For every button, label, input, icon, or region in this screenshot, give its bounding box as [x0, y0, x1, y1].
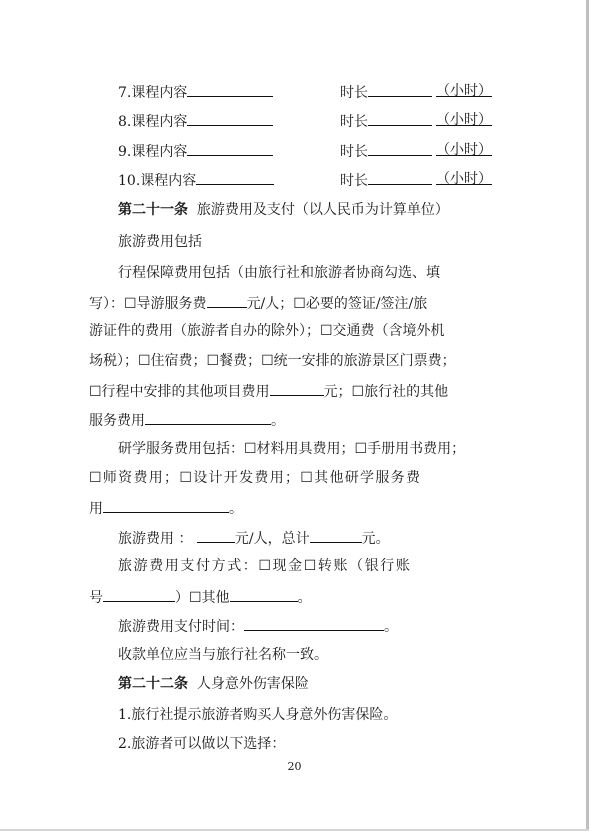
- p2-line-2: ☐师资费用；☐设计开发费用；☐其他研学服务费: [89, 470, 422, 486]
- course-blank[interactable]: [187, 81, 273, 97]
- course-label: 9.课程内容: [118, 144, 188, 160]
- service-fee-blank[interactable]: [145, 409, 271, 425]
- unit-label: （小时）: [436, 171, 492, 187]
- article-21-title: 第二十一条: [118, 202, 188, 218]
- account-number-blank[interactable]: [103, 586, 175, 602]
- other-method-blank[interactable]: [230, 586, 298, 602]
- p1-line-3: 游证件的费用（旅游者自办的除外）；☐交通费（含境外机: [89, 323, 445, 339]
- course-blank[interactable]: [187, 140, 273, 156]
- payee-note: 收款单位应当与旅行社名称一致。: [118, 647, 328, 663]
- p1-line-2: [89, 292, 427, 314]
- duration-blank[interactable]: [368, 81, 432, 97]
- pay-time-blank[interactable]: [244, 615, 384, 631]
- duration-blank[interactable]: [368, 169, 432, 185]
- article-21-heading: [118, 200, 449, 220]
- course-blank[interactable]: [187, 110, 273, 126]
- duration-label: 时长: [340, 114, 368, 130]
- p1-service-fee: 服务费用: [89, 413, 145, 429]
- p2-line-3: 用 。: [89, 497, 243, 519]
- unit-label: （小时）: [436, 112, 492, 128]
- p2-line-1: 研学服务费用包括：☐材料用具费用；☐手册用书费用；: [118, 441, 466, 457]
- p1-agency-other: 元；☐旅行社的其他: [323, 384, 449, 400]
- course-label: 8.课程内容: [118, 114, 188, 130]
- duration-blank[interactable]: [368, 110, 432, 126]
- p1-line-4: 场税）；☐住宿费；☐餐费；☐统一安排的旅游景区门票费；: [89, 353, 456, 369]
- p1-line-5: [89, 380, 448, 402]
- course-label: 10.课程内容: [118, 173, 197, 189]
- article-22-title: 第二十二条: [118, 676, 188, 692]
- p1-line-1: 行程保障费用包括（由旅行社和旅游者协商勾选、填: [118, 265, 440, 281]
- pay-time-line: 旅游费用支付时间： 。: [118, 615, 398, 637]
- fee-line: 旅游费用 ： 元/人，总计 元。: [118, 527, 390, 549]
- guide-fee-blank[interactable]: [207, 292, 247, 308]
- course-blank[interactable]: [196, 169, 274, 185]
- pay-method-line-1: 旅游费用支付方式：☐现金☐转账（银行账: [118, 558, 412, 574]
- fee-total-blank[interactable]: [310, 527, 362, 543]
- p1-guide-fee: 写）：☐导游服务费: [89, 296, 207, 312]
- course-label: 7.课程内容: [118, 85, 188, 101]
- article-22-heading: [118, 674, 309, 694]
- unit-label: （小时）: [436, 83, 492, 99]
- article-22-item-2: 2.旅游者可以做以下选择：: [118, 736, 286, 752]
- article-22-item-1: 1.旅行社提示旅游者购买人身意外伤害保险。: [118, 707, 398, 723]
- other-items-blank[interactable]: [270, 380, 324, 396]
- duration-blank[interactable]: [368, 140, 432, 156]
- duration-label: 时长: [340, 173, 368, 189]
- fee-per-person-blank[interactable]: [197, 527, 235, 543]
- article-21-intro: 旅游费用包括: [118, 234, 202, 250]
- page-number: 20: [287, 760, 302, 773]
- pay-method-line-2: 号 ）☐其他 。: [89, 586, 312, 608]
- article-22-subject: 人身意外伤害保险: [196, 676, 309, 692]
- p1-visa-fee: 元/人；☐必要的签证/签注/旅: [246, 296, 428, 312]
- study-fee-blank[interactable]: [103, 497, 229, 513]
- duration-label: 时长: [340, 144, 368, 160]
- duration-label: 时长: [340, 85, 368, 101]
- p1-line-6: 服务费用 。: [89, 409, 285, 431]
- article-21-subject: 旅游费用及支付（以人民币为计算单位）: [196, 202, 449, 218]
- unit-label: （小时）: [436, 142, 492, 158]
- p1-other-items: ☐行程中安排的其他项目费用: [89, 384, 270, 400]
